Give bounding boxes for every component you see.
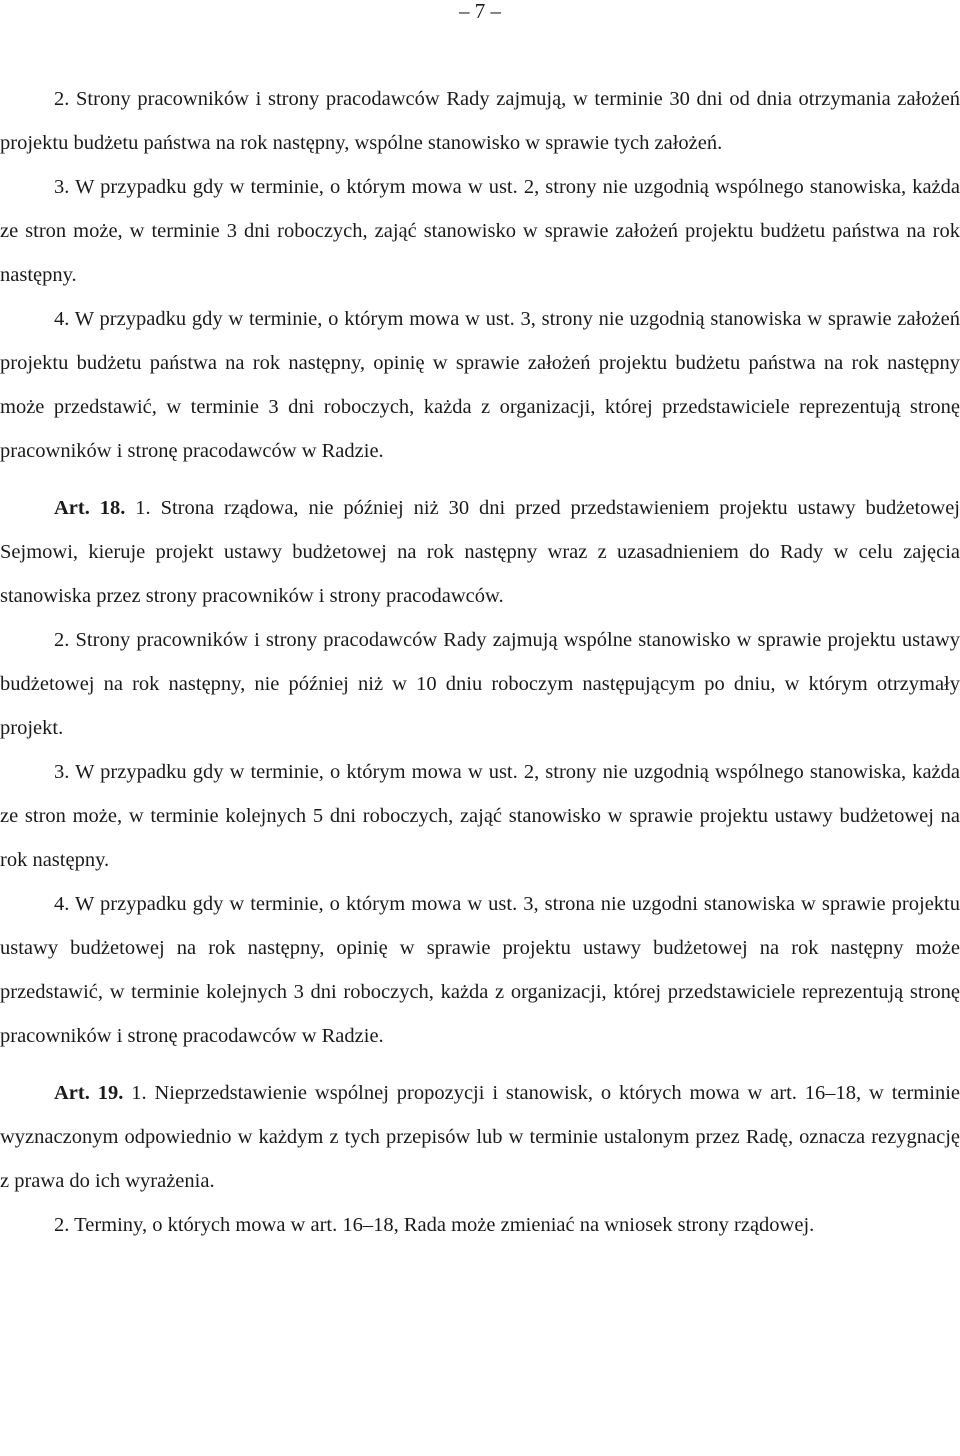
paragraph-text: 1. Nieprzedstawienie wspólnej propozycji i stanowisk, o których mowa w art. 16–18, w terminie wyznaczonym odpowiednio w każdym z tych przepisów lub w terminie ustalonym przez Radę, oznacza rezygnację z prawa do ich wyrażenia.: [0, 1082, 960, 1192]
paragraph-text: 3. W przypadku gdy w terminie, o którym mowa w ust. 2, strony nie uzgodnią wspólnego stanowiska, każda ze stron może, w terminie 3 dni roboczych, zająć stanowisko w sprawie założeń projektu budżetu państwa na rok następny.: [0, 176, 960, 286]
paragraph-art18-ust4: [0, 882, 960, 1058]
paragraph-text: 4. W przypadku gdy w terminie, o którym mowa w ust. 3, strony nie uzgodnią stanowiska w sprawie założeń projektu budżetu państwa na rok następny, opinię w sprawie założeń projektu budżetu państwa na rok następny może przedstawić, w terminie 3 dni roboczych, każda z organizacji, której przedstawiciele reprezentują stronę pracowników i stronę pracodawców w Radzie.: [0, 308, 960, 462]
paragraph-text: 4. W przypadku gdy w terminie, o którym mowa w ust. 3, strona nie uzgodni stanowiska w sprawie projektu ustawy budżetowej na rok następny, opinię w sprawie projektu ustawy budżetowej na rok następny może przedstawić, w terminie kolejnych 3 dni roboczych, każda z organizacji, której przedstawiciele reprezentują stronę pracowników i stronę pracodawców w Radzie.: [0, 893, 960, 1047]
paragraph-art18-ust3: [0, 750, 960, 882]
paragraph-art19-ust2: [0, 1203, 960, 1247]
paragraph-text: 3. W przypadku gdy w terminie, o którym mowa w ust. 2, strony nie uzgodnią wspólnego stanowiska, każda ze stron może, w terminie kolejnych 5 dni roboczych, zająć stanowisko w sprawie projektu ustawy budżetowej na rok następny.: [0, 761, 960, 871]
article-label: Art. 18.: [54, 497, 126, 519]
paragraph-art19-ust1: [0, 1071, 960, 1203]
paragraph-art18-ust1: [0, 486, 960, 618]
paragraph-text: 2. Terminy, o których mowa w art. 16–18, Rada może zmieniać na wniosek strony rządowej.: [54, 1214, 815, 1236]
article-label: Art. 19.: [54, 1082, 124, 1104]
paragraph-text: 2. Strony pracowników i strony pracodawców Rady zajmują wspólne stanowisko w sprawie projektu ustawy budżetowej na rok następny, nie później niż w 10 dniu roboczym następującym po dniu, w którym otrzymały projekt.: [0, 629, 960, 739]
page-number: – 7 –: [459, 0, 501, 23]
paragraph-text: 1. Strona rządowa, nie później niż 30 dni przed przedstawieniem projektu ustawy budżetowej Sejmowi, kieruje projekt ustawy budżetowej na rok następny wraz z uzasadnieniem do Rady w celu zajęcia stanowiska przez strony pracowników i strony pracodawców.: [0, 497, 960, 607]
paragraph-art18-ust2: [0, 618, 960, 750]
paragraph-art17-ust3: [0, 165, 960, 297]
paragraph-text: 2. Strony pracowników i strony pracodawców Rady zajmują, w terminie 30 dni od dnia otrzymania założeń projektu budżetu państwa na rok następny, wspólne stanowisko w sprawie tych założeń.: [0, 88, 960, 154]
document-body: [0, 77, 960, 1247]
paragraph-art17-ust2: [0, 77, 960, 165]
paragraph-art17-ust4: [0, 297, 960, 473]
